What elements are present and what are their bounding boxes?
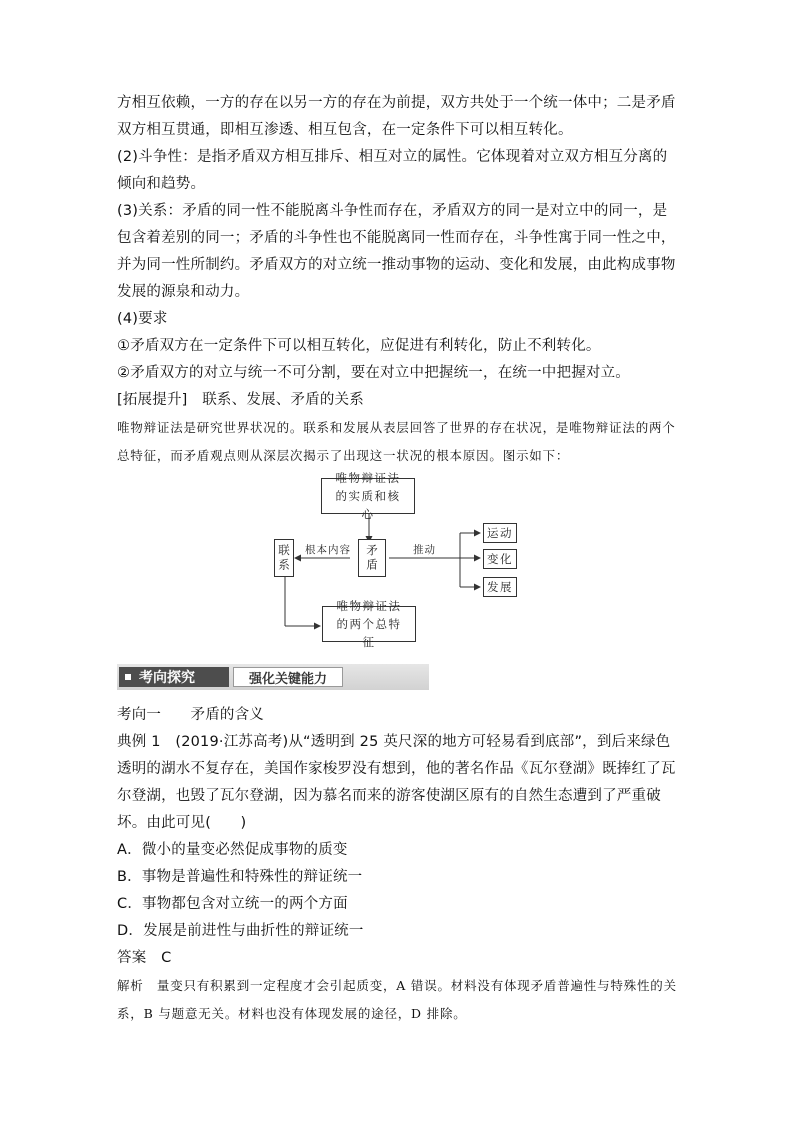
- development-box: 发展: [483, 577, 517, 597]
- section-banner: [117, 664, 429, 690]
- core-box: 唯物辩证法的实质和核心: [321, 478, 415, 514]
- label-push: 推动: [413, 544, 436, 556]
- relation-diagram: [117, 471, 682, 654]
- paragraph-requirement-1: ①矛盾双方在一定条件下可以相互转化，应促进有利转化，防止不利转化。: [117, 338, 601, 354]
- contradiction-box: 矛盾: [358, 539, 386, 577]
- paragraph-requirement-heading: (4)要求: [117, 311, 168, 327]
- analysis: 解析 量变只有积累到一定程度才会引起质变，A 错误。材料没有体现矛盾普遍性与特殊性的关系，B 与题意无关。材料也没有体现发展的途径，D 排除。: [117, 978, 677, 1021]
- extension-heading: [拓展提升] 联系、发展、矛盾的关系: [117, 392, 364, 408]
- question-section: [117, 702, 682, 1028]
- motion-box: 运动: [483, 523, 517, 543]
- label-root-content: 根本内容: [305, 544, 351, 556]
- features-box: 唯物辩证法的两个总特征: [322, 606, 416, 642]
- option-c: C．事物都包含对立统一的两个方面: [117, 896, 348, 912]
- banner-left-label: 考向探究: [139, 670, 195, 686]
- option-d: D．发展是前进性与曲折性的辩证统一: [117, 923, 364, 939]
- square-icon: [125, 674, 131, 680]
- answer: 答案 C: [117, 950, 172, 966]
- paragraph-relation: (3)关系：矛盾的同一性不能脱离斗争性而存在，矛盾双方的同一是对立中的同一，是包含着差别的同一；矛盾的斗争性也不能脱离同一性而存在，斗争性寓于同一性之中，并为同一性所制约。矛盾双方的对立统一推动事物的运动、变化和发展，由此构成事物发展的源泉和动力。: [117, 203, 676, 300]
- paragraph-requirement-2: ②矛盾双方的对立与统一不可分割，要在对立中把握统一，在统一中把握对立。: [117, 365, 630, 381]
- question-heading: 考向一 矛盾的含义: [117, 707, 264, 723]
- question-stem: 典例 1 (2019·江苏高考)从“透明到 25 英尺深的地方可轻易看到底部”，到后来绿色透明的湖水不复存在，美国作家梭罗没有想到，他的著名作品《瓦尔登湖》既捧红了瓦尔登湖，也毁了瓦尔登湖，因为慕名而来的游客使湖区原有的自然生态遭到了严重破坏。由此可见( ): [117, 734, 676, 831]
- option-a: A．微小的量变必然促成事物的质变: [117, 842, 348, 858]
- paragraph-struggle: (2)斗争性：是指矛盾双方相互排斥、相互对立的属性。它体现着对立双方相互分离的倾向和趋势。: [117, 149, 668, 192]
- banner-right-label: 强化关键能力: [233, 667, 343, 687]
- change-box: 变化: [483, 549, 517, 569]
- option-b: B．事物是普遍性和特殊性的辩证统一: [117, 869, 363, 885]
- document-page: [117, 90, 682, 1028]
- banner-left: [119, 667, 229, 687]
- paragraph-identity-cont: 方相互依赖，一方的存在以另一方的存在为前提，双方共处于一个统一体中；二是矛盾双方相互贯通，即相互渗透、相互包含，在一定条件下可以相互转化。: [117, 95, 676, 138]
- link-box: 联系: [274, 539, 294, 577]
- intro-text: 唯物辩证法是研究世界状况的。联系和发展从表层回答了世界的存在状况，是唯物辩证法的两个总特征，而矛盾观点则从深层次揭示了出现这一状况的根本原因。图示如下：: [117, 420, 676, 463]
